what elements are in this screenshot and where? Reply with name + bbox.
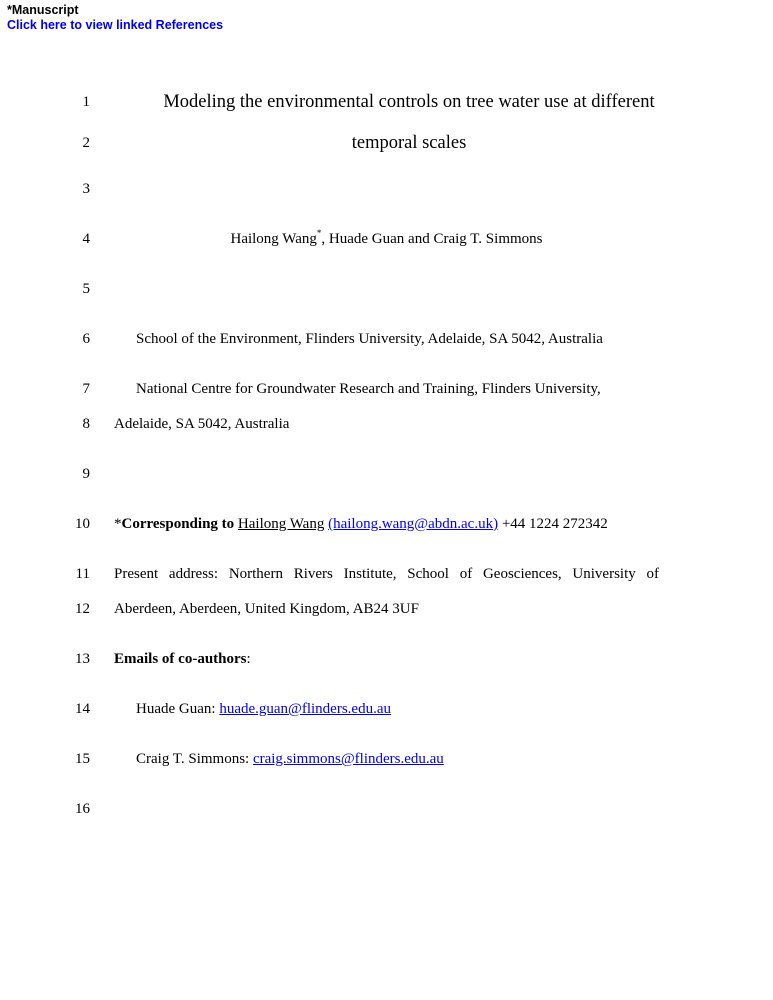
- line-number: 2: [82, 135, 90, 151]
- corresponding-email-link[interactable]: (hailong.wang@abdn.ac.uk): [328, 516, 499, 532]
- corresponding-phone: +44 1224 272342: [501, 516, 608, 532]
- present-address-line-2: Aberdeen, Aberdeen, United Kingdom, AB24 3UF: [114, 601, 419, 617]
- line-number: 9: [82, 466, 90, 482]
- author-list: [100, 230, 673, 248]
- author-first: Hailong Wang: [230, 231, 317, 247]
- coauthor-1: [136, 700, 391, 718]
- line-number: 8: [82, 416, 90, 432]
- line-number: 12: [75, 601, 90, 617]
- coauthor-1-label: Huade Guan:: [136, 701, 220, 717]
- corresponding-name: Hailong Wang: [237, 516, 325, 532]
- coauthors-heading-text: Emails of co-authors: [114, 651, 247, 667]
- line-number: 1: [82, 94, 90, 110]
- paper-title-line-1: Modeling the environmental controls on tree water use at different: [163, 92, 655, 112]
- coauthors-heading: [114, 650, 251, 668]
- line-number: 4: [82, 231, 90, 247]
- coauthor-1-email-link[interactable]: huade.guan@flinders.edu.au: [219, 701, 391, 717]
- line-number: 5: [82, 281, 90, 297]
- line-number: 15: [75, 751, 90, 767]
- affiliation-2-line-1: National Centre for Groundwater Research and Training, Flinders University,: [136, 381, 601, 397]
- line-number: 16: [75, 801, 90, 817]
- line-number: 13: [75, 651, 90, 667]
- coauthor-2-email-link[interactable]: craig.simmons@flinders.edu.au: [252, 751, 444, 767]
- paper-title-line-2: temporal scales: [351, 133, 467, 153]
- affiliation-1: School of the Environment, Flinders University, Adelaide, SA 5042, Australia: [136, 331, 603, 347]
- present-address-line-1: Present address: Northern Rivers Institute, School of Geosciences, University of: [114, 566, 659, 582]
- coauthor-2-label: Craig T. Simmons:: [136, 751, 253, 767]
- coauthors-heading-colon: :: [246, 651, 251, 667]
- affiliation-2-line-2: Adelaide, SA 5042, Australia: [114, 416, 290, 432]
- line-number: 7: [82, 381, 90, 397]
- line-number: 14: [75, 701, 90, 717]
- line-number: 6: [82, 331, 90, 347]
- line-number: 10: [75, 516, 90, 532]
- line-number: 3: [82, 181, 90, 197]
- manuscript-label: *Manuscript: [7, 3, 79, 17]
- coauthor-2: [136, 750, 444, 768]
- corresponding-prefix: *: [114, 516, 122, 532]
- linked-references-link[interactable]: Click here to view linked References: [7, 18, 224, 32]
- corresponding-author: [114, 515, 608, 533]
- line-number: 11: [75, 566, 90, 582]
- author-rest: , Huade Guan and Craig T. Simmons: [321, 231, 543, 247]
- corresponding-mark: *: [316, 228, 322, 238]
- corresponding-label: Corresponding to: [121, 516, 235, 532]
